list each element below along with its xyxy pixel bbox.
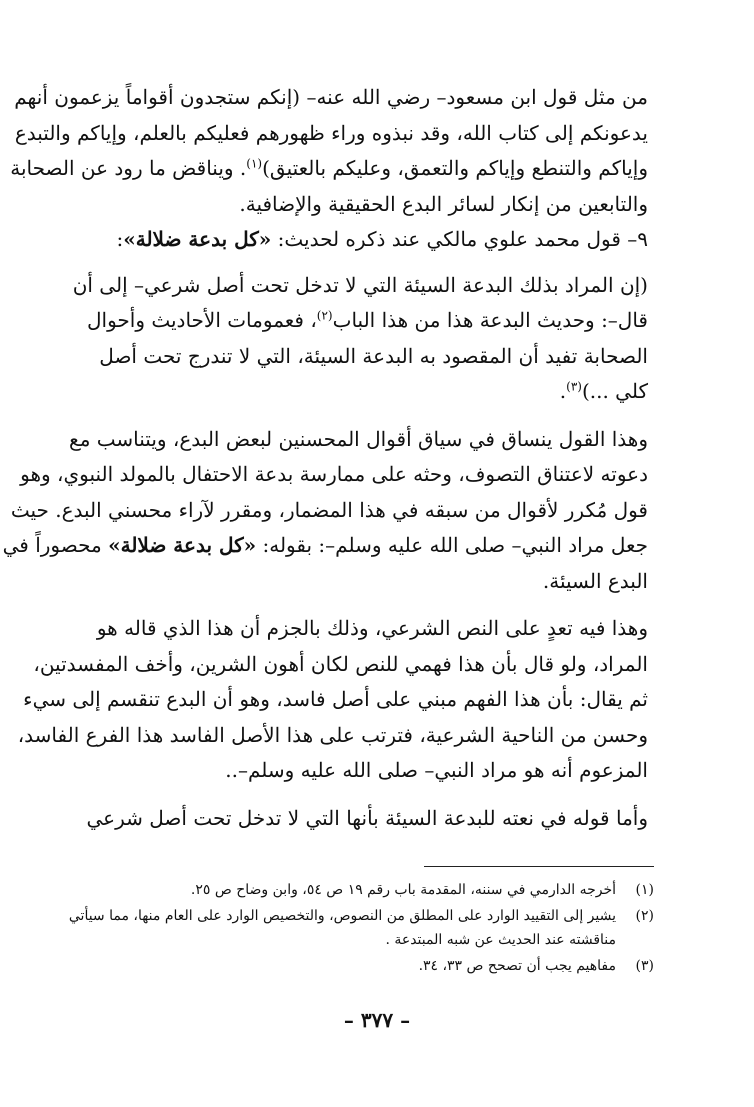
bold-hadith-phrase: «كل بدعة ضلالة» xyxy=(123,227,272,251)
footnote-text: أخرجه الدارمي في سننه، المقدمة باب رقم ١٩ ص ٥٤، وابن وضاح ص ٢٥. xyxy=(190,882,616,898)
footnote-number: (٣) xyxy=(635,958,654,974)
text-segment: . xyxy=(559,379,567,403)
text-line xyxy=(2,528,648,564)
text-segment: : xyxy=(116,227,124,251)
footnote-ref-3[interactable]: (٣) xyxy=(566,379,582,394)
text-line: البدع السيئة. xyxy=(542,568,648,593)
text-line: وأما قوله في نعته للبدعة السيئة بأنها التي لا تدخل تحت أصل شرعي xyxy=(86,805,648,830)
footnote-number: (٢) xyxy=(635,908,654,924)
text-line: وهذا فيه تعدٍ على النص الشرعي، وذلك بالجزم أن هذا الذي قاله هو xyxy=(96,616,648,640)
text-segment: ، فعمومات الأحاديث وأحوال xyxy=(86,308,317,332)
text-segment: وإياكم والتنطع وإياكم والتعمق، وعليكم بالعتيق) xyxy=(262,156,648,180)
text-line xyxy=(86,303,648,339)
text-segment: . ويناقض ما رود عن الصحابة xyxy=(10,156,247,180)
footnote-ref-2[interactable]: (٢) xyxy=(316,308,333,323)
text-line: من مثل قول ابن مسعود– رضي الله عنه– (إنكم ستجدون أقواماً يزعمون أنهم xyxy=(14,85,648,109)
text-segment: محصوراً في xyxy=(2,533,109,557)
text-line: المزعوم أنه هو مراد النبي– صلى الله عليه وسلم–.. xyxy=(225,758,648,782)
page-number: – ٣٧٧ – xyxy=(343,1008,411,1032)
footnote-separator xyxy=(424,866,654,867)
text-line: المراد، ولو قال بأن هذا فهمي للنص لكان أهون الشرين، وأخف المفسدتين، xyxy=(33,651,648,676)
text-line: دعوته لاعتناق التصوف، وحثه على ممارسة بدعة الاحتفال بالمولد النبوي، وهو xyxy=(20,462,648,486)
text-line: يشير إلى التقييد الوارد على المطلق من النصوص، والتخصيص الوارد على العام منها، مما سيأتي xyxy=(68,908,616,924)
text-line: مناقشته عند الحديث عن شبه المبتدعة . xyxy=(385,932,616,948)
item-9-heading xyxy=(100,222,648,258)
footnote-ref-1[interactable]: (١) xyxy=(246,156,263,171)
text-segment: قال–: وحديث البدعة هذا من هذا الباب xyxy=(332,308,648,332)
text-line xyxy=(10,151,648,187)
text-segment: ٩– قول محمد علوي مالكي عند ذكره لحديث: xyxy=(271,227,648,251)
text-line xyxy=(100,374,648,410)
text-segment: كلي ...) xyxy=(581,379,648,403)
quote-paragraph xyxy=(72,268,648,410)
text-line: والتابعين من إنكار لسائر البدع الحقيقية والإضافية. xyxy=(239,191,648,216)
footnote-2 xyxy=(68,904,654,952)
paragraph-refutation xyxy=(17,611,648,789)
text-line: يدعونكم إلى كتاب الله، وقد نبذوه وراء ظهورهم فعليكم بالعلم، وإياكم والتبدع xyxy=(14,120,648,145)
footnote-number: (١) xyxy=(635,882,654,898)
footnote-3 xyxy=(106,954,654,978)
text-line: وحسن من الناحية الشرعية، فترتب على هذا الأصل الفاسد هذا الفرع الفاسد، xyxy=(17,722,648,747)
footnotes xyxy=(68,878,654,980)
text-line xyxy=(100,222,648,258)
text-line: وهذا القول ينساق في سياق أقوال المحسنين لبعض البدع، ويتناسب مع xyxy=(69,426,648,451)
paragraph-closing xyxy=(86,801,648,837)
bold-hadith-phrase: «كل بدعة ضلالة» xyxy=(108,533,257,557)
footnote-text xyxy=(69,904,616,952)
text-line: ثم يقال: بأن هذا الفهم مبني على أصل فاسد، وهو أن البدع تنقسم إلى سيء xyxy=(23,687,648,711)
text-line: الصحابة تفيد أن المقصود به البدعة السيئة، التي لا تندرج تحت أصل xyxy=(99,343,648,368)
paragraph-ibn-masud xyxy=(10,80,648,222)
footnote-1 xyxy=(106,878,654,902)
text-segment: جعل مراد النبي– صلى الله عليه وسلم–: بقوله: xyxy=(256,533,648,557)
text-line: قول مُكرر لأقوال من سبقه في هذا المضمار، ومقرر لآراء محسني البدع. حيث xyxy=(10,497,648,522)
text-line: (إن المراد بذلك البدعة السيئة التي لا تدخل تحت أصل شرعي– إلى أن xyxy=(72,272,648,297)
footnote-text: مفاهيم يجب أن تصحح ص ٣٣، ٣٤. xyxy=(418,958,616,974)
paragraph-commentary xyxy=(2,422,648,600)
